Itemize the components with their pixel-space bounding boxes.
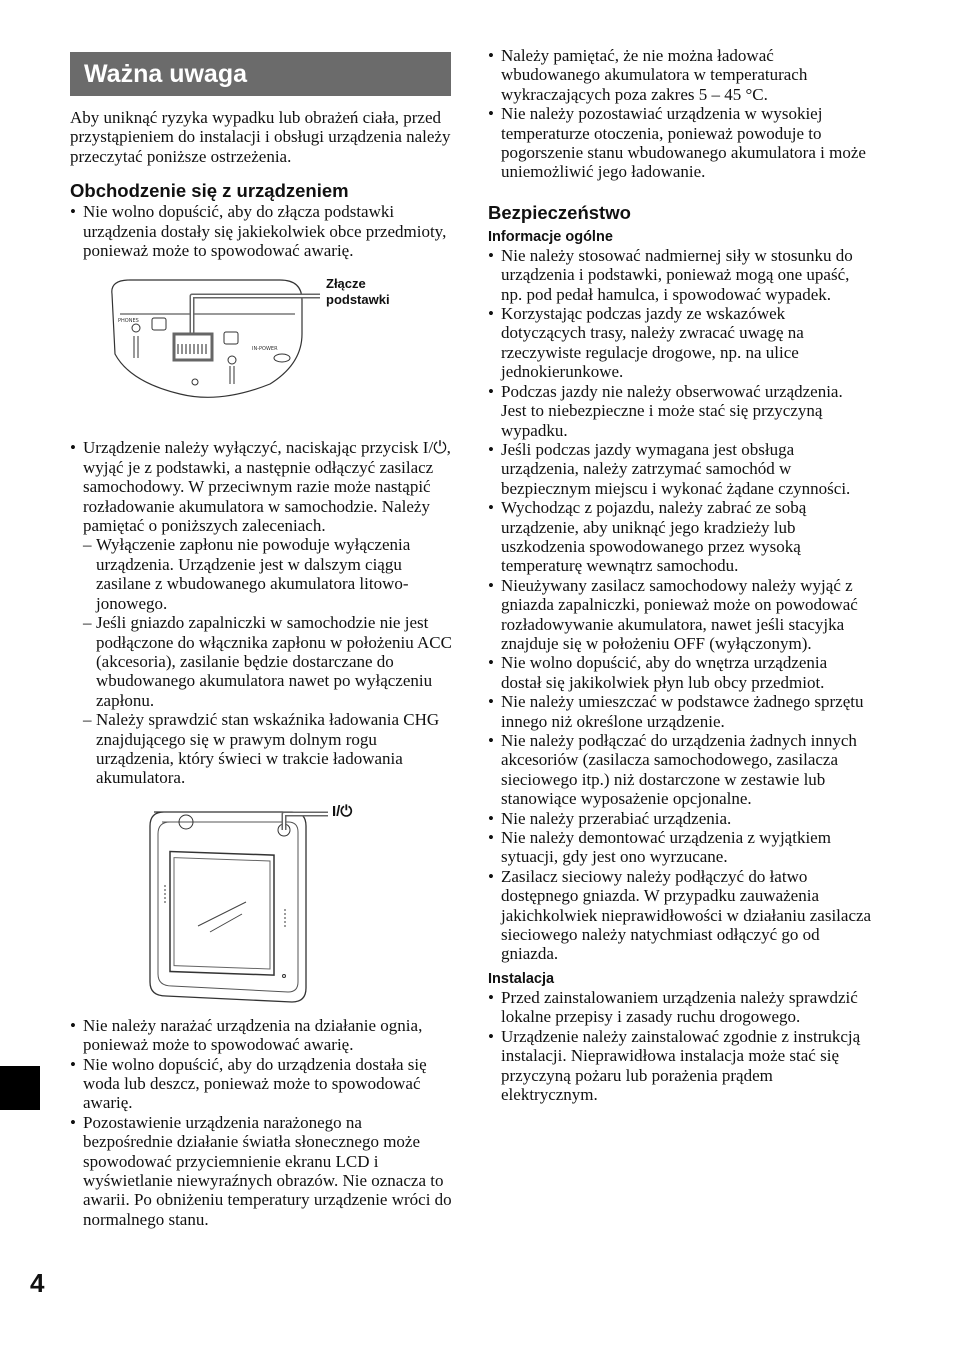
list-item: • Nie wolno dopuścić, aby do złącza podstawki urządzenia dostały się jakiekolwiek obce przedmioty, ponieważ może to spowodować awarię. <box>70 202 452 260</box>
list-item: • Przed zainstalowaniem urządzenia należy sprawdzić lokalne przepisy i zasady ruchu drogowego. <box>488 988 872 1027</box>
list-item: • Nie należy stosować nadmiernej siły w stosunku do urządzenia i podstawki, ponieważ mogą one upaść, np. pod pedał hamulca, i spowodować wypadek. <box>488 246 872 304</box>
list-item: • Zasilacz sieciowy należy podłączyć do łatwo dostępnego gniazda. W przypadku zauważenia jakichkolwiek nieprawidłowości w działaniu zasilacza sieciowego należy natychmiast odłączyć go od gniazda. <box>488 867 872 964</box>
bullet-list-general <box>488 246 872 964</box>
list-item: • Nie wolno dopuścić, aby do urządzenia dostała się woda lub deszcz, ponieważ może to spowodować awarię. <box>70 1055 452 1113</box>
list-item: • Podczas jazdy nie należy obserwować urządzenia. Jest to niebezpieczne i może stać się przyczyną wypadku. <box>488 382 872 440</box>
bullet-list-installation <box>488 988 872 1104</box>
bullet-list-handling <box>70 202 452 260</box>
figure-label-dock-connector: Złącze podstawki <box>326 276 390 308</box>
svg-text:PHONES: PHONES <box>118 318 139 325</box>
intro-paragraph: Aby uniknąć ryzyka wypadku lub obrażeń ciała, przed przystąpieniem do instalacji i obsługi urządzenia należy przeczytać poniższe ostrzeżenia. <box>70 108 451 166</box>
bullet-list-battery <box>488 46 872 182</box>
right-column <box>488 46 872 1104</box>
dash-list <box>83 535 452 787</box>
left-column <box>70 52 452 1229</box>
list-item: – Należy sprawdzić stan wskaźnika ładowania CHG znajdującego się w prawym dolnym rogu urządzenia, który świeci w trakcie ładowania akumulatora. <box>83 710 452 788</box>
section-heading-handling: Obchodzenie się z urządzeniem <box>70 180 349 202</box>
list-item: • Korzystając podczas jazdy ze wskazówek dotyczących trasy, należy zwracać uwagę na rzeczywiste regulacje drogowe, np. na ulice jednokierunkowe. <box>488 304 872 382</box>
list-item: • Nieużywany zasilacz samochodowy należy wyjąć z gniazda zapalniczki, ponieważ może on powodować rozładowywanie akumulatora, nawet jeśli stacyjka znajduje się w położeniu OFF (wyłączonym). <box>488 576 872 654</box>
subheading-general: Informacje ogólne <box>488 228 613 245</box>
list-item: • Wychodząc z pojazdu, należy zabrać ze sobą urządzenie, aby uniknąć jego kradzieży lub uszkodzenia spowodowanego przez wysoką temperaturę wewnątrz samochodu. <box>488 498 872 576</box>
power-instruction-text: Urządzenie należy wyłączyć, naciskając przycisk I/⏻, wyjąć je z podstawki, a następnie odłączyć zasilacz samochodowy. W przeciwnym razie może nastąpić rozładowanie akumulatora w samochodzie. Należy pamiętać o poniższych zaleceniach. <box>83 438 451 536</box>
list-item: • Nie wolno dopuścić, aby do wnętrza urządzenia dostał się jakikolwiek płyn lub obcy przedmiot. <box>488 653 872 692</box>
figure-label-power-button: I/⏻ <box>332 802 353 820</box>
list-item <box>70 438 452 787</box>
page-number: 4 <box>30 1268 45 1298</box>
section-heading-safety: Bezpieczeństwo <box>488 201 631 223</box>
page-title: Ważna uwaga <box>70 52 451 96</box>
list-item: • Jeśli podczas jazdy wymagana jest obsługa urządzenia, należy zatrzymać samochód w bezpiecznym miejscu i wykonać żądane czynności. <box>488 440 872 498</box>
list-item: • Nie należy umieszczać w podstawce żadnego sprzętu innego niż określone urządzenie. <box>488 692 872 731</box>
list-item: • Należy pamiętać, że nie można ładować wbudowanego akumulatora w temperaturach wykraczających poza zakres 5 – 45 °C. <box>488 46 872 104</box>
bullet-list-power <box>70 438 452 787</box>
list-item: • Urządzenie należy zainstalować zgodnie z instrukcją instalacji. Nieprawidłowa instalacja może stać się przyczyną pożaru lub porażenia prądem elektrycznym. <box>488 1027 872 1105</box>
list-item: • Nie należy demontować urządzenia z wyjątkiem sytuacji, gdy jest ono wyrzucane. <box>488 828 872 867</box>
list-item: • Nie należy przerabiać urządzenia. <box>488 809 872 828</box>
list-item: • Pozostawienie urządzenia narażonego na bezpośrednie działanie światła słonecznego może spowodować przyciemnienie ekranu LCD i wyświetlanie niewyraźnych obrazów. Nie oznacza to awarii. Po obniżeniu temperatury urządzenie wróci do normalnego stanu. <box>70 1113 452 1229</box>
subheading-installation: Instalacja <box>488 970 555 987</box>
side-tab-marker <box>0 1066 40 1110</box>
list-item: • Nie należy narażać urządzenia na działanie ognia, ponieważ może to spowodować awarię. <box>70 1016 452 1055</box>
list-item: • Nie należy pozostawiać urządzenia w wysokiej temperaturze otoczenia, ponieważ powoduje to pogorszenie stanu wbudowanego akumulatora i może uniemożliwić jego ładowanie. <box>488 104 872 182</box>
device-front-illustration <box>70 802 452 1006</box>
figure-power-button <box>70 802 452 1006</box>
list-item: – Jeśli gniazdo zapalniczki w samochodzie nie jest podłączone do włącznika zapłonu w położeniu ACC (akcesoria), zasilanie będzie dostarczane do wbudowanego akumulatora nawet po wyłączeniu zapłonu. <box>83 613 452 710</box>
list-item: – Wyłączenie zapłonu nie powoduje wyłączenia urządzenia. Urządzenie jest w dalszym ciągu zasilane z wbudowanego akumulatora litowo-jonowego. <box>83 535 452 613</box>
list-item: • Nie należy podłączać do urządzenia żadnych innych akcesoriów (zasilacza samochodowego, zasilacza sieciowego itp.) niż dostarczone w zestawie lub stanowiące wyposażenie opcjonalne. <box>488 731 872 809</box>
bullet-list-hazards <box>70 1016 452 1229</box>
figure-dock-connector <box>70 274 452 434</box>
svg-text:IN-POWER: IN-POWER <box>252 346 278 353</box>
